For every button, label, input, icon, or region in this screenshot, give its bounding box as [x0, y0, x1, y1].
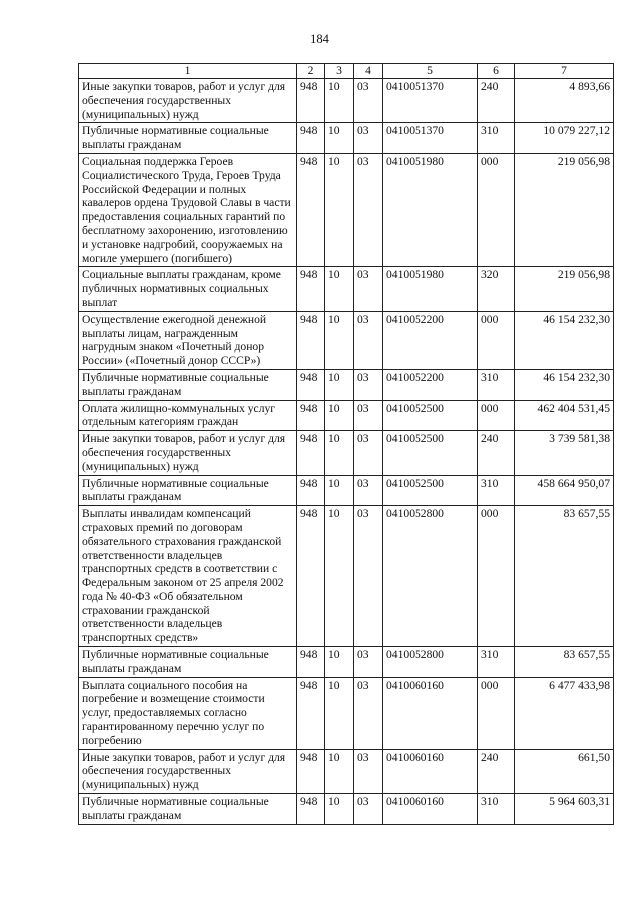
- row-target-article: 0410060160: [383, 794, 478, 825]
- row-ministry-code: 948: [297, 311, 325, 369]
- row-description: Социальные выплаты гражданам, кроме публичных нормативных социальных выплат: [79, 267, 297, 311]
- row-subsection-code: 03: [354, 123, 383, 154]
- row-section-code: 10: [325, 123, 354, 154]
- row-target-article: 0410052500: [383, 400, 478, 431]
- row-target-article: 0410051370: [383, 79, 478, 123]
- table-body: [79, 79, 614, 825]
- row-ministry-code: 948: [297, 123, 325, 154]
- column-header: 2: [297, 64, 325, 79]
- row-expense-type: 310: [478, 647, 515, 678]
- row-amount: 219 056,98: [515, 153, 614, 266]
- row-description: Публичные нормативные социальные выплаты гражданам: [79, 647, 297, 678]
- row-section-code: 10: [325, 311, 354, 369]
- row-expense-type: 310: [478, 794, 515, 825]
- row-amount: 219 056,98: [515, 267, 614, 311]
- row-ministry-code: 948: [297, 794, 325, 825]
- row-expense-type: 310: [478, 369, 515, 400]
- table-row: [79, 267, 614, 311]
- row-expense-type: 000: [478, 677, 515, 749]
- page-number: 184: [310, 32, 329, 46]
- row-section-code: 10: [325, 506, 354, 647]
- row-subsection-code: 03: [354, 506, 383, 647]
- row-expense-type: 310: [478, 475, 515, 506]
- row-expense-type: 000: [478, 311, 515, 369]
- row-description: Осуществление ежегодной денежной выплаты лицам, награжденным нагрудным знаком «Почетный донор России» («Почетный донор СССР»): [79, 311, 297, 369]
- table-row: [79, 153, 614, 266]
- row-expense-type: 000: [478, 400, 515, 431]
- row-description: Социальная поддержка Героев Социалистического Труда, Героев Труда Российской Федерации и полных кавалеров ордена Трудовой Славы в части предоставления социальных гарантий по бесплатному захоронению, изготовлению и установке надгробий, сооружаемых на могиле умершего (погибшего): [79, 153, 297, 266]
- table-row: [79, 794, 614, 825]
- row-amount: 83 657,55: [515, 506, 614, 647]
- column-header: 7: [515, 64, 614, 79]
- row-subsection-code: 03: [354, 677, 383, 749]
- budget-table: [78, 63, 614, 825]
- row-description: Выплаты инвалидам компенсаций страховых премий по договорам обязательного страхования гражданской ответственности владельцев транспортных средств в соответствии с Федеральным законом от 25 апреля 2002 года № 40-ФЗ «Об обязательном страховании гражданской ответственности владельцев транспортных средств»: [79, 506, 297, 647]
- table-row: [79, 79, 614, 123]
- row-subsection-code: 03: [354, 267, 383, 311]
- table-row: [79, 677, 614, 749]
- row-expense-type: 240: [478, 749, 515, 793]
- row-amount: 6 477 433,98: [515, 677, 614, 749]
- table-row: [79, 749, 614, 793]
- row-subsection-code: 03: [354, 749, 383, 793]
- row-subsection-code: 03: [354, 794, 383, 825]
- row-expense-type: 240: [478, 79, 515, 123]
- row-expense-type: 320: [478, 267, 515, 311]
- table-row: [79, 647, 614, 678]
- row-amount: 46 154 232,30: [515, 311, 614, 369]
- row-description: Иные закупки товаров, работ и услуг для обеспечения государственных (муниципальных) нужд: [79, 431, 297, 475]
- row-section-code: 10: [325, 153, 354, 266]
- row-description: Публичные нормативные социальные выплаты гражданам: [79, 123, 297, 154]
- row-subsection-code: 03: [354, 153, 383, 266]
- row-target-article: 0410051370: [383, 123, 478, 154]
- row-section-code: 10: [325, 475, 354, 506]
- column-header: 3: [325, 64, 354, 79]
- row-ministry-code: 948: [297, 369, 325, 400]
- row-subsection-code: 03: [354, 647, 383, 678]
- row-target-article: 0410052500: [383, 431, 478, 475]
- row-section-code: 10: [325, 677, 354, 749]
- table-row: [79, 123, 614, 154]
- row-description: Оплата жилищно-коммунальных услуг отдельным категориям граждан: [79, 400, 297, 431]
- row-description: Публичные нормативные социальные выплаты гражданам: [79, 794, 297, 825]
- table-row: [79, 311, 614, 369]
- row-target-article: 0410052200: [383, 311, 478, 369]
- row-subsection-code: 03: [354, 79, 383, 123]
- table-row: [79, 369, 614, 400]
- row-section-code: 10: [325, 267, 354, 311]
- row-subsection-code: 03: [354, 431, 383, 475]
- column-header: 1: [79, 64, 297, 79]
- row-amount: 462 404 531,45: [515, 400, 614, 431]
- row-section-code: 10: [325, 369, 354, 400]
- column-header: 5: [383, 64, 478, 79]
- row-subsection-code: 03: [354, 369, 383, 400]
- row-target-article: 0410052800: [383, 506, 478, 647]
- row-amount: 458 664 950,07: [515, 475, 614, 506]
- row-description: Выплата социального пособия на погребение и возмещение стоимости услуг, предоставляемых согласно гарантированному перечню услуг по погребению: [79, 677, 297, 749]
- row-ministry-code: 948: [297, 506, 325, 647]
- row-description: Иные закупки товаров, работ и услуг для обеспечения государственных (муниципальных) нужд: [79, 749, 297, 793]
- row-section-code: 10: [325, 431, 354, 475]
- row-expense-type: 000: [478, 153, 515, 266]
- row-amount: 10 079 227,12: [515, 123, 614, 154]
- row-expense-type: 000: [478, 506, 515, 647]
- row-target-article: 0410052800: [383, 647, 478, 678]
- row-target-article: 0410051980: [383, 153, 478, 266]
- row-amount: 661,50: [515, 749, 614, 793]
- row-description: Иные закупки товаров, работ и услуг для обеспечения государственных (муниципальных) нужд: [79, 79, 297, 123]
- row-target-article: 0410060160: [383, 749, 478, 793]
- row-target-article: 0410060160: [383, 677, 478, 749]
- row-section-code: 10: [325, 400, 354, 431]
- row-description: Публичные нормативные социальные выплаты гражданам: [79, 369, 297, 400]
- column-header: 4: [354, 64, 383, 79]
- row-amount: 5 964 603,31: [515, 794, 614, 825]
- table-row: [79, 506, 614, 647]
- row-ministry-code: 948: [297, 431, 325, 475]
- row-ministry-code: 948: [297, 267, 325, 311]
- table-header-row: [79, 64, 614, 79]
- row-ministry-code: 948: [297, 79, 325, 123]
- row-subsection-code: 03: [354, 311, 383, 369]
- row-ministry-code: 948: [297, 749, 325, 793]
- row-ministry-code: 948: [297, 475, 325, 506]
- row-ministry-code: 948: [297, 153, 325, 266]
- row-subsection-code: 03: [354, 400, 383, 431]
- row-amount: 46 154 232,30: [515, 369, 614, 400]
- row-description: Публичные нормативные социальные выплаты гражданам: [79, 475, 297, 506]
- row-subsection-code: 03: [354, 475, 383, 506]
- column-header: 6: [478, 64, 515, 79]
- table-row: [79, 431, 614, 475]
- row-amount: 83 657,55: [515, 647, 614, 678]
- row-ministry-code: 948: [297, 400, 325, 431]
- table-row: [79, 400, 614, 431]
- row-expense-type: 240: [478, 431, 515, 475]
- row-section-code: 10: [325, 749, 354, 793]
- row-target-article: 0410052500: [383, 475, 478, 506]
- table-row: [79, 475, 614, 506]
- row-section-code: 10: [325, 794, 354, 825]
- row-ministry-code: 948: [297, 677, 325, 749]
- row-target-article: 0410051980: [383, 267, 478, 311]
- row-section-code: 10: [325, 647, 354, 678]
- row-section-code: 10: [325, 79, 354, 123]
- row-target-article: 0410052200: [383, 369, 478, 400]
- row-expense-type: 310: [478, 123, 515, 154]
- row-amount: 4 893,66: [515, 79, 614, 123]
- row-amount: 3 739 581,38: [515, 431, 614, 475]
- row-ministry-code: 948: [297, 647, 325, 678]
